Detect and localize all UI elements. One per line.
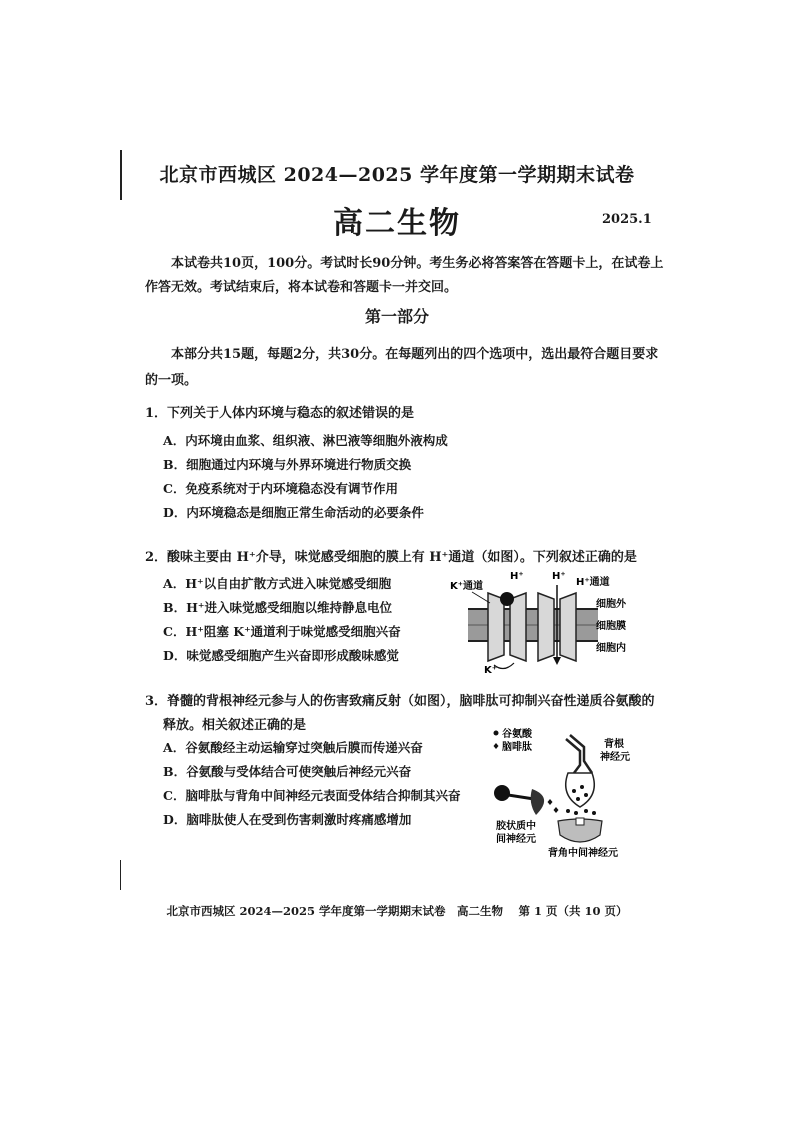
legend-enkephalin: 脑啡肽 [502, 742, 532, 753]
exam-title: 北京市西城区 2024—2025 学年度第一学期期末试卷 [159, 164, 635, 186]
question-3-option-c: C．脑啡肽与背角中间神经元表面受体结合抑制其兴奋 [163, 788, 461, 803]
label-h-channel: H⁺通道 [576, 577, 610, 588]
question-1-option-d: D．内环境稳态是细胞正常生命活动的必要条件 [163, 505, 424, 520]
label-membrane: 细胞膜 [596, 621, 626, 632]
question-3-stem-line2: 释放。相关叙述正确的是 [163, 718, 307, 733]
h-channel-left [538, 593, 554, 661]
label-sg-1: 胶状质中 [496, 821, 536, 832]
label-inside: 细胞内 [596, 643, 626, 654]
label-h-ion-1: H⁺ [510, 571, 524, 582]
question-3-option-d: D．脑啡肽使人在受到伤害刺激时疼痛感增加 [163, 812, 412, 827]
question-3-stem-line1: 3．脊髓的背根神经元参与人的伤害致痛反射（如图），脑啡肽可抑制兴奋性递质谷氨酸的 [145, 694, 655, 709]
label-k-channel: K⁺通道 [450, 581, 484, 592]
label-h-ion-2: H⁺ [552, 571, 566, 582]
question-1-option-b: B．细胞通过内环境与外界环境进行物质交换 [163, 457, 412, 472]
question-1-option-c: C．免疫系统对于内环境稳态没有调节作用 [163, 481, 398, 496]
page-footer: 北京市西城区 2024—2025 学年度第一学期期末试卷 高二生物 第 1 页（共 10 页） [166, 904, 628, 918]
question-2-option-a: A．H⁺以自由扩散方式进入味觉感受细胞 [163, 576, 392, 591]
question-2-option-d: D．味觉感受细胞产生兴奋即形成酸味感觉 [163, 648, 399, 663]
label-outside: 细胞外 [596, 599, 626, 610]
exam-intro: 本试卷共10页，100分。考试时长90分钟。考生务必将答案答在答题卡上，在试卷上作答无效。考试结束后，将本试卷和答题卡一并交回。 [145, 256, 664, 295]
legend-glutamate: 谷氨酸 [502, 729, 532, 740]
question-1-stem: 1．下列关于人体内环境与稳态的叙述错误的是 [145, 406, 415, 421]
h-channel-right [560, 593, 576, 661]
question-2-option-b: B．H⁺进入味觉感受细胞以维持静息电位 [163, 600, 392, 615]
label-sg-2: 间神经元 [496, 834, 536, 845]
question-2-option-c: C．H⁺阻塞 K⁺通道利于味觉感受细胞兴奋 [163, 624, 401, 639]
ion-channel-figure [450, 565, 670, 675]
part-heading: 第一部分 [364, 307, 429, 326]
sg-terminal [531, 789, 544, 815]
drg-terminal [566, 773, 595, 807]
question-1-option-a: A．内环境由血浆、组织液、淋巴液等细胞外液构成 [163, 433, 448, 448]
sg-interneuron-body [494, 785, 510, 801]
label-drg-1: 背根 [604, 739, 624, 750]
label-dorsal-horn: 背角中间神经元 [548, 848, 618, 859]
question-3-option-a: A．谷氨酸经主动运输穿过突触后膜而传递兴奋 [163, 740, 423, 755]
label-drg-2: 神经元 [600, 752, 630, 763]
synapse-figure [488, 725, 638, 860]
part-instructions: 本部分共15题，每题2分，共30分。在每题列出的四个选项中，选出最符合题目要求的一项。 [145, 347, 659, 388]
label-k-ion: K⁺ [484, 665, 498, 675]
question-2-stem: 2．酸味主要由 H⁺介导，味觉感受细胞的膜上有 H⁺通道（如图）。下列叙述正确的是 [145, 550, 637, 565]
question-3-option-b: B．谷氨酸与受体结合可使突触后神经元兴奋 [163, 764, 412, 779]
margin-mark-bottom [120, 860, 121, 890]
subject-title: 高二生物 [333, 206, 461, 241]
exam-date: 2025.1 [602, 212, 652, 227]
h-ion-blocking [500, 592, 514, 606]
